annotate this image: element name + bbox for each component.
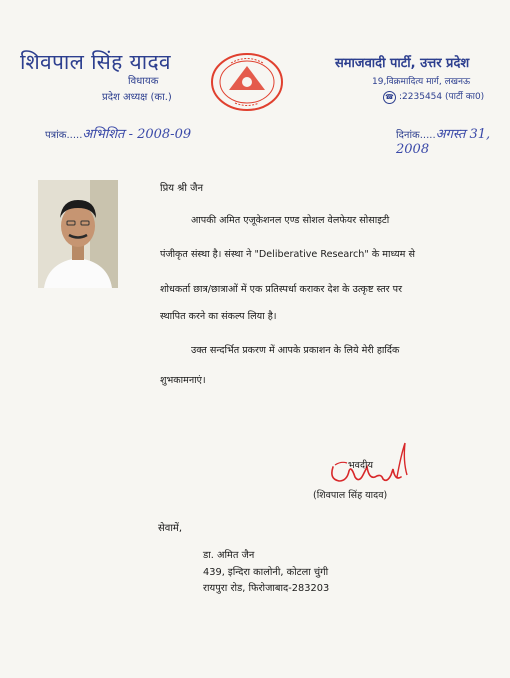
recipient-address-1: 439, इन्दिरा कालोनी, कोटला चुंगी xyxy=(203,567,329,578)
body-line-4: स्थापित करने का संकल्प लिया है। xyxy=(160,311,277,322)
body-line-2: पंजीकृत संस्था है। संस्था ने "Deliberative Research" के माध्यम से xyxy=(160,249,415,260)
recipient-address-2: रायपुरा रोड, फिरोजाबाद-283203 xyxy=(203,583,330,594)
body-line-1: आपकी अमित एजूकेशनल एण्ड सोशल वेलफेयर सोसाइटी xyxy=(191,215,390,226)
letter-date: दिनांक.....अगस्त 31, 2008 xyxy=(396,127,491,157)
body-line-3: शोधकर्ता छात्र/छात्राओं में एक प्रतिस्पर्धा कराकर देश के उत्कृष्ट स्तर पर xyxy=(160,284,403,295)
party-seal-icon xyxy=(209,52,285,112)
closing: भवदीय xyxy=(348,460,373,471)
date-value: अगस्त 31, 2008 xyxy=(396,127,491,157)
reference-label: पत्रांक xyxy=(45,130,67,141)
phone-icon: ☎ xyxy=(383,91,396,104)
date-label: दिनांक xyxy=(396,130,420,141)
recipient-name: डा. अमित जैन xyxy=(203,550,255,561)
party-name: समाजवादी पार्टी, उत्तर प्रदेश xyxy=(335,56,470,71)
letterhead-title-1: विधायक xyxy=(128,76,159,87)
party-address: 19,विक्रमादित्य मार्ग, लखनऊ xyxy=(372,77,471,87)
reference-value: अभिशित - 2008-09 xyxy=(82,127,192,142)
portrait-photo xyxy=(38,180,118,288)
body-line-6: शुभकामनाएं। xyxy=(160,375,206,386)
phone-row: ☎ :2235454 (पार्टी का0) xyxy=(383,89,484,104)
recipient-heading: सेवामें, xyxy=(158,523,183,534)
phone-note: (पार्टी का0) xyxy=(445,92,485,102)
body-line-5: उक्त सन्दर्भित प्रकरण में आपके प्रकाशन के लिये मेरी हार्दिक xyxy=(191,345,400,356)
letterhead-name: शिवपाल सिंह यादव xyxy=(20,50,171,74)
phone-number: 2235454 xyxy=(402,92,443,102)
signatory-name: (शिवपाल सिंह यादव) xyxy=(313,490,388,501)
salutation: प्रिय श्री जैन xyxy=(160,183,204,194)
reference-number: पत्रांक.....अभिशित - 2008-09 xyxy=(45,127,192,142)
letterhead-title-2: प्रदेश अध्यक्ष (का.) xyxy=(102,92,172,103)
